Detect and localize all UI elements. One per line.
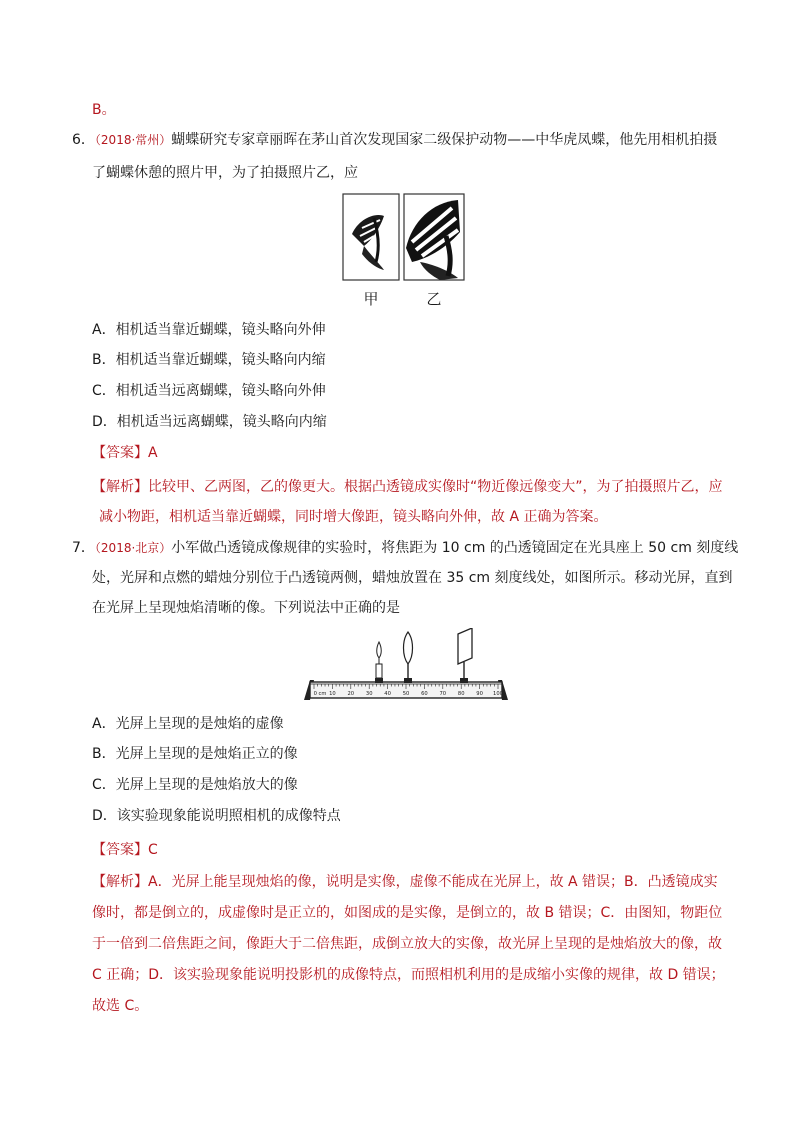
q7-stem-line3: 在光屏上呈现烛焰清晰的像。下列说法中正确的是 [92,600,400,616]
q6-analysis-line1: 【解析】比较甲、乙两图，乙的像更大。根据凸透镜成实像时“物近像远像变大”，为了拍摄照片乙，应 [92,479,723,495]
q7-option-a: A．光屏上呈现的是烛焰的虚像 [92,716,284,732]
q6-answer-tag: 【答案】 [92,445,148,461]
convex-lens [404,632,413,683]
q6-answer-value: A [148,445,158,461]
q7-stem-line1 [72,538,738,558]
optical-bench-figure [298,628,514,704]
q7-analysis-line2: 像时，都是倒立的，成虚像时是正立的，如图成的是实像，是倒立的，故 B 错误；C．由图知，物距位 [92,905,723,921]
q7-option-d: D．该实验现象能说明照相机的成像特点 [92,808,341,824]
q7-answer [92,840,158,860]
q6-stem-text1: 蝴蝶研究专家章丽晖在茅山首次发现国家二级保护动物——中华虎凤蝶，他先用相机拍摄 [171,132,718,148]
q7-source: （2018·北京） [94,541,172,555]
q6-answer [92,443,158,463]
ruler-label: 20 [347,691,355,697]
q7-stem-line2: 处，光屏和点燃的蜡烛分别位于凸透镜两侧，蜡烛放置在 35 cm 刻度线处，如图所示。移动光屏，直到 [92,570,733,586]
q6-stem-line2: 了蝴蝶休憩的照片甲，为了拍摄照片乙，应 [92,165,358,181]
previous-answer-tail: B。 [92,102,116,118]
q7-number: 7． [72,540,95,556]
q7-analysis-line1: 【解析】A．光屏上能呈现烛焰的像，说明是实像，虚像不能成在光屏上，故 A 错误；B．凸透镜成实 [92,874,718,890]
q6-analysis-tag: 【解析】 [92,479,148,495]
q6-source: （2018·常州） [94,133,172,147]
q6-option-d: D．相机适当远离蝴蝶，镜头略向内缩 [92,414,327,430]
candle [375,642,383,683]
q6-option-c: C．相机适当远离蝴蝶，镜头略向外伸 [92,383,326,399]
ruler-label: 0 cm [313,691,327,697]
q7-analysis-tag: 【解析】 [92,874,148,890]
photo-jia [343,194,399,280]
ruler-label: 10 [329,691,336,697]
figure-label-jia: 甲 [363,290,379,308]
figure-label-yi: 乙 [426,290,442,308]
butterfly-photos-figure [340,192,466,312]
q7-analysis-line4: C 正确；D．该实验现象能说明投影机的成像特点，而照相机利用的是成缩小实像的规律，故 D 错误； [92,967,725,983]
ruler-label: 50 [402,691,410,697]
ruler-label: 40 [384,691,391,697]
ruler-label: 70 [439,691,447,697]
ruler-label: 30 [365,691,373,697]
q7-answer-tag: 【答案】 [92,842,148,858]
ruler-label: 60 [421,691,428,697]
ruler-label: 80 [457,691,465,697]
q6-stem-line1 [72,130,717,150]
q7-analysis-line5: 故选 C。 [92,998,149,1014]
q7-stem-text1: 小军做凸透镜成像规律的实验时，将焦距为 10 cm 的凸透镜固定在光具座上 50 cm 刻度线 [171,540,739,556]
ruler-label: 90 [476,691,483,697]
q6-option-a: A．相机适当靠近蝴蝶，镜头略向外伸 [92,322,326,338]
q6-option-b: B．相机适当靠近蝴蝶，镜头略向内缩 [92,352,326,368]
q7-option-b: B．光屏上呈现的是烛焰正立的像 [92,746,298,762]
q7-answer-value: C [148,842,158,858]
q7-option-c: C．光屏上呈现的是烛焰放大的像 [92,777,298,793]
ruler-label: 100 [493,691,503,697]
photo-yi [404,194,464,280]
q6-analysis-line2: 减小物距，相机适当靠近蝴蝶，同时增大像距，镜头略向外伸，故 A 正确为答案。 [99,509,608,525]
light-screen [458,628,472,683]
q6-number: 6． [72,132,95,148]
q7-analysis-line3: 于一倍到二倍焦距之间，像距大于二倍焦距，成倒立放大的实像，故光屏上呈现的是烛焰放大的像，故 [92,936,722,952]
